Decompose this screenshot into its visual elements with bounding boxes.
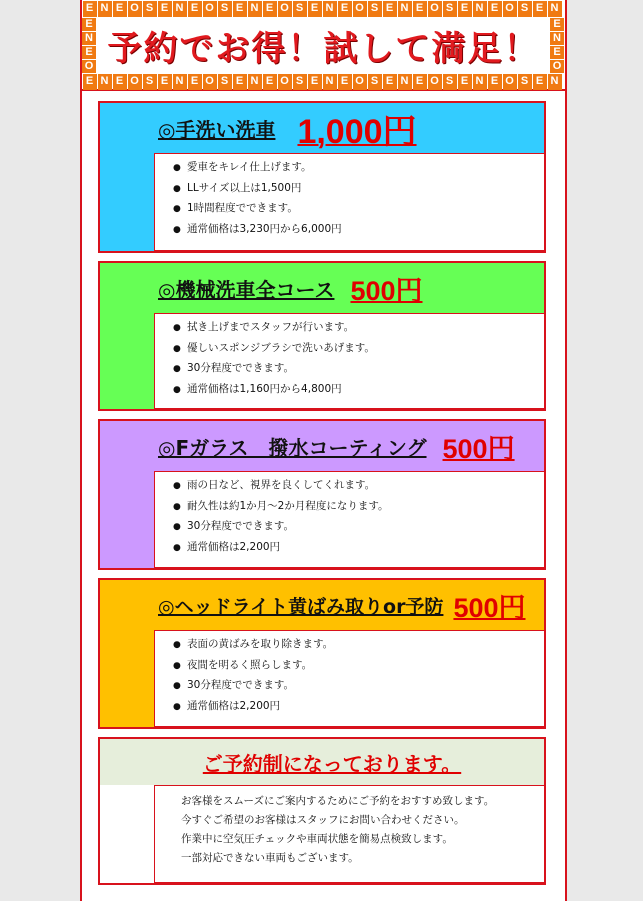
section-details — [154, 153, 544, 251]
eneos-letter-tile: E — [263, 74, 277, 90]
eneos-letter-tile: E — [488, 74, 502, 90]
list-item: ● 優しいスポンジブラシで洗いあげます。 — [173, 341, 375, 354]
details-list — [173, 635, 544, 717]
eneos-letter-tile: E — [383, 1, 397, 17]
eneos-letter-tile: O — [128, 1, 142, 17]
flyer-page — [80, 0, 567, 901]
eneos-letter-tile: E — [458, 1, 472, 17]
eneos-letter-tile: E — [82, 18, 96, 31]
section-color-bar — [100, 313, 154, 409]
list-item: ● 雨の日など、視界を良くしてくれます。 — [173, 479, 376, 491]
eneos-letter-tile: O — [503, 1, 517, 17]
eneos-letter-tile: E — [158, 74, 172, 90]
eneos-letter-tile: O — [353, 1, 367, 17]
eneos-letter-tile: O — [353, 74, 367, 90]
eneos-letter-tile: E — [308, 1, 322, 17]
eneos-letter-tile: N — [398, 74, 412, 90]
eneos-letter-tile: N — [248, 1, 262, 17]
eneos-letter-tile: E — [338, 1, 352, 17]
eneos-letter-tile: E — [83, 74, 97, 90]
list-item: ● 通常価格は1,160円から4,800円 — [173, 382, 342, 395]
eneos-letter-tile: S — [143, 74, 157, 90]
eneos-letter-tile: N — [173, 1, 187, 17]
eneos-letter-tile: O — [428, 74, 442, 90]
eneos-letter-tile: S — [293, 1, 307, 17]
details-list — [173, 158, 544, 240]
eneos-letter-tile: E — [263, 1, 277, 17]
eneos-letter-tile: O — [503, 74, 517, 90]
banner-title: 予約でお得！試して満足！ — [107, 28, 540, 69]
section-details — [154, 313, 544, 409]
eneos-letter-tile: E — [458, 74, 472, 90]
eneos-letter-tile: N — [248, 74, 262, 90]
eneos-frame-bottom — [82, 73, 565, 90]
eneos-letter-tile: N — [548, 74, 562, 90]
eneos-letter-tile: S — [143, 1, 157, 17]
eneos-letter-tile: N — [98, 74, 112, 90]
list-item: ● LLサイズ以上は1,500円 — [173, 181, 302, 194]
eneos-letter-tile: S — [518, 1, 532, 17]
list-item: ● 通常価格は3,230円から6,000円 — [173, 222, 342, 235]
eneos-letter-tile: E — [550, 46, 564, 59]
section-header — [100, 580, 544, 630]
eneos-letter-tile: O — [278, 1, 292, 17]
eneos-letter-tile: E — [113, 74, 127, 90]
eneos-frame-top — [82, 0, 565, 17]
section-price: 1,000円 — [297, 112, 417, 151]
section-header — [100, 263, 544, 313]
eneos-letter-tile: E — [233, 1, 247, 17]
section-title: ◎機械洗車全コース — [158, 277, 335, 302]
eneos-letter-tile: S — [368, 1, 382, 17]
notice-line: 作業中に空気圧チェックや車両状態を簡易点検致します。 — [181, 833, 453, 845]
eneos-letter-tile: O — [278, 74, 292, 90]
eneos-letter-tile: E — [338, 74, 352, 90]
section-title: ◎ヘッドライト黄ばみ取りor予防 — [158, 595, 444, 618]
eneos-frame-right — [550, 17, 565, 73]
notice-line: お客様をスムーズにご案内するためにご予約をおすすめ致します。 — [181, 795, 495, 807]
eneos-letter-tile: E — [413, 1, 427, 17]
eneos-letter-tile: O — [82, 60, 96, 73]
list-item: ● 30分程度でできます。 — [173, 679, 295, 691]
list-item: ● 拭き上げまでスタッフが行います。 — [173, 321, 355, 333]
section-header — [100, 103, 544, 153]
section-headlight — [98, 578, 546, 729]
list-item: ● 愛車をキレイ仕上げます。 — [173, 161, 312, 173]
list-item: ● 表面の黄ばみを取り除きます。 — [173, 638, 334, 650]
eneos-letter-tile: N — [173, 74, 187, 90]
eneos-letter-tile: E — [488, 1, 502, 17]
eneos-letter-tile: N — [323, 1, 337, 17]
list-item: ● 30分程度でできます。 — [173, 520, 295, 532]
details-list — [173, 476, 544, 558]
section-price: 500円 — [453, 592, 526, 623]
section-color-bar — [100, 153, 154, 251]
list-item: ● 耐久性は約1か月〜2か月程度になります。 — [173, 499, 389, 512]
eneos-letter-tile: O — [203, 1, 217, 17]
eneos-letter-tile: S — [518, 74, 532, 90]
section-details — [154, 471, 544, 568]
eneos-letter-tile: E — [188, 1, 202, 17]
section-details — [154, 630, 544, 727]
eneos-letter-tile: S — [443, 74, 457, 90]
eneos-letter-tile: N — [98, 1, 112, 17]
notice-title: ご予約制になっております。 — [202, 751, 462, 776]
list-item: ● 通常価格は2,200円 — [173, 699, 281, 712]
eneos-letter-tile: E — [82, 46, 96, 59]
eneos-letter-tile: N — [473, 74, 487, 90]
section-title: ◎手洗い洗車 — [158, 117, 276, 142]
eneos-letter-tile: S — [218, 74, 232, 90]
eneos-letter-tile: E — [113, 1, 127, 17]
header-banner — [82, 0, 565, 91]
eneos-letter-tile: S — [218, 1, 232, 17]
eneos-letter-tile: O — [428, 1, 442, 17]
eneos-letter-tile: N — [548, 1, 562, 17]
notice-details — [154, 785, 544, 883]
section-header — [100, 421, 544, 471]
section-color-bar — [100, 471, 154, 568]
eneos-letter-tile: S — [368, 74, 382, 90]
eneos-letter-tile: E — [158, 1, 172, 17]
eneos-letter-tile: N — [550, 32, 564, 45]
eneos-letter-tile: O — [550, 60, 564, 73]
eneos-letter-tile: E — [383, 74, 397, 90]
notice-header — [100, 739, 544, 785]
eneos-letter-tile: O — [128, 74, 142, 90]
eneos-letter-tile: E — [413, 74, 427, 90]
eneos-letter-tile: E — [533, 1, 547, 17]
list-item: ● 夜間を明るく照らします。 — [173, 658, 313, 671]
list-item: ● 30分程度でできます。 — [173, 362, 295, 374]
list-item: ● 1時間程度でできます。 — [173, 202, 298, 214]
section-color-bar — [100, 630, 154, 727]
section-machine-wash — [98, 261, 546, 411]
section-glass-coating — [98, 419, 546, 570]
section-reservation-notice — [98, 737, 546, 885]
eneos-letter-tile: E — [188, 74, 202, 90]
eneos-letter-tile: O — [203, 74, 217, 90]
eneos-letter-tile: N — [323, 74, 337, 90]
section-title: ◎Fガラス 撥水コーティング — [158, 435, 427, 460]
section-price: 500円 — [350, 275, 423, 306]
eneos-letter-tile: N — [473, 1, 487, 17]
eneos-letter-tile: N — [398, 1, 412, 17]
list-item: ● 通常価格は2,200円 — [173, 540, 281, 553]
section-hand-wash — [98, 101, 546, 253]
eneos-letter-tile: E — [550, 18, 564, 31]
notice-line: 今すぐご希望のお客様はスタッフにお問い合わせください。 — [181, 814, 465, 826]
eneos-letter-tile: N — [82, 32, 96, 45]
eneos-letter-tile: E — [533, 74, 547, 90]
section-price: 500円 — [442, 433, 515, 464]
eneos-letter-tile: E — [83, 1, 97, 17]
eneos-letter-tile: S — [293, 74, 307, 90]
eneos-letter-tile: E — [308, 74, 322, 90]
eneos-letter-tile: S — [443, 1, 457, 17]
eneos-letter-tile: E — [233, 74, 247, 90]
details-list — [173, 318, 544, 400]
notice-line: 一部対応できない車両もございます。 — [181, 852, 359, 864]
eneos-frame-left — [82, 17, 97, 73]
